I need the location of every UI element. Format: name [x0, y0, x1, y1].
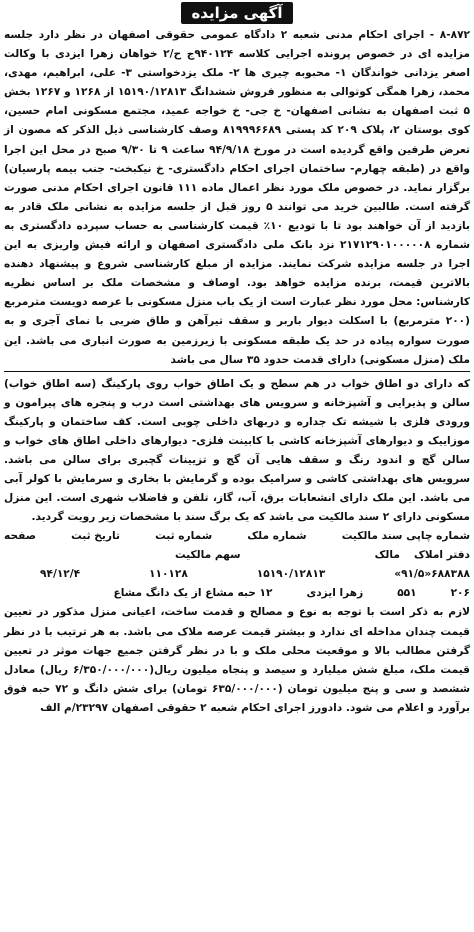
deed-header-print-number: شماره چاپی سند مالکیت [341, 530, 470, 543]
deed-header-book: دفتر املاک [413, 549, 470, 562]
deed-table-row [4, 584, 470, 603]
deed-table-row [4, 565, 470, 584]
deed-cell-registration-date: ۹۴/۱۲/۴ [40, 568, 81, 581]
title-box [4, 2, 470, 24]
deed-cell-property-number: ۱۵۱۹۰/۱۲۸۱۳ [256, 568, 326, 581]
notice-paragraph-3: لازم به ذکر است با توجه به نوع و مصالح و قدمت ساخت، اعیانی منزل مذکور در تعیین قیمت چندان مداخله ای ندارد و بیشتر قیمت عرصه ملاک می باشد. به هر ترتیب با در نظر گرفتن مطالب بالا و موقعیت محلی ملک و با در نظر گرفتن جمیع جهات موثر در تعیین قیمت ملک، مبلغ شش میلیارد و سیصد و پنجاه میلیون ریال(۶/۳۵۰/۰۰۰/۰۰۰ ریال) معادل ششصد و سی و پنج میلیون تومان (۶۳۵/۰۰۰/۰۰۰ تومان) برای شش دانگ و ۷۲ حبه فوق برآورد و اعلام می شود. دادورز اجرای احکام شعبه ۲ حقوقی اصفهان ۲۳۲۹۷/م الف [4, 606, 471, 714]
deed-table [4, 527, 470, 603]
deed-cell-print-number: ۶۸۸۳۸۸«۹۱/۵» [394, 568, 470, 581]
notice-paragraph-1: ۸-۸۷۲ - اجرای احکام مدنی شعبه ۲ دادگاه عمومی حقوقی اصفهان در نظر دارد جلسه مزایده ای در خصوص پرونده اجرایی کلاسه ۹۴۰۱۲۴ج ح/۲ خواهان زهرا ایزدی با وکالت اصغر یزدانی خواندگان ۱- محبوبه چیری ها ۲- ملک یزدخواستی ۳- علی، ابراهیم، مهدی، محمد، زهرا همگی کوتوالی به منظور فروش ششدانگ ۱۵۱۹۰/۱۲۸۱۳ از ۱۲۶۸ و ۱۲۶۷ بخش ۵ ثبت اصفهان به نشانی اصفهان- خ جی- خ خواجه عمید، مجتمع مسکونی امام حسین، کوی بوستان ۲، پلاک ۲۰۹ کد پستی ۸۱۹۹۹۶۶۸۹ وصف کارشناسی ذیل الذکر که مصون از تعرض طرفین واقع گردیده است در مورخ ۹۴/۹/۱۸ ساعت ۹ تا ۹/۳۰ صبح در محل این اجرا واقع در (طبقه چهارم- ساختمان اجرای احکام دادگستری- خ نیکبخت- جنب بیمه پارسیان) برگزار نماید. در خصوص ملک مورد نظر اعمال ماده ۱۱۱ قانون اجرای احکام مدنی صورت گرفته است. طالبین خرید می توانند ۵ روز قبل از جلسه مزایده به نشانی ملک قادر به بازدید از آن خواهند بود تا با تودیع ۱۰٪ قیمت کارشناسی به حساب سپرده دادگستری به شماره ۲۱۷۱۲۹۰۱۰۰۰۰۰۸ نزد بانک ملی دادگستری اصفهان و ارائه فیش واریزی به این اجرا در جلسه مزایده شرکت نمایند. مزایده از مبلغ کارشناسی شروع و پیشنهاد دهنده بالاترین قیمت، برنده مزایده خواهد بود. اوصاف و مشخصات ملک بر اساس نظریه کارشناس: محل مورد نظر عبارت است از یک باب منزل مسکونی با عرصه دویست مترمربع (۲۰۰ مترمربع) با اسکلت دیوار باربر و سقف تیرآهن و طاق ضربی با نمای آجری و به صورت سواره پیاده در حد یک طبقه مسکونی با زیرزمین به صورت انباری می باشد. این ملک (منزل مسکونی) دارای قدمت حدود ۳۵ سال می باشد [4, 29, 471, 366]
deed-header-registration-date: تاریخ ثبت [71, 530, 120, 543]
deed-header-owner: مالک [374, 549, 400, 562]
deed-table-header-row [4, 527, 470, 546]
deed-header-registration-number: شماره ثبت [155, 530, 213, 543]
deed-header-page: صفحه [4, 530, 36, 543]
deed-cell-book: ۵۵۱ [397, 587, 417, 600]
notice-paragraph-2: که دارای دو اطاق خواب در هم سطح و یک اطاق خواب روی پارکینگ (سه اطاق خواب) سالن و پذیرایی و آشپزخانه و سرویس های بهداشتی است درب و پنجره های پیرامون و ورودی فلزی با شیشه تک جداره و دربهای داخلی چوبی است. کف ساختمان و پارکینگ موزاییک و دیوارهای آشپزخانه کاشی با کابینت فلزی- دیوارهای داخلی اطاق های خواب و سالن گچ و اندود رنگ و سقف هایی آن گچ و تزیینات گچبری برای سالن می باشد. سرویس های بهداشتی کاشی و سرامیک بوده و گرمایش با بخاری و سرمایش با کولر آبی می باشد. این ملک دارای انشعابات برق، آب، گاز، تلفن و فاضلاب شهری است. این منزل مسکونی دارای ۲ سند مالکیت می باشد که یک برگ سند با مشخصات زیر رویت گردید. [4, 377, 470, 524]
deed-table-header-row-2 [4, 546, 470, 565]
deed-cell-page: ۲۰۶ [450, 587, 470, 600]
deed-cell-owner: زهرا ایزدی [306, 587, 364, 600]
notice-title: آگهی مزایده [181, 2, 292, 24]
deed-header-share: سهم مالکیت [174, 549, 241, 562]
deed-cell-registration-number: ۱۱۰۱۲۸ [149, 568, 188, 581]
deed-cell-share: ۱۲ حبه مشاع از یک دانگ مشاع [113, 587, 273, 600]
deed-header-property-number: شماره ملک [247, 530, 307, 543]
